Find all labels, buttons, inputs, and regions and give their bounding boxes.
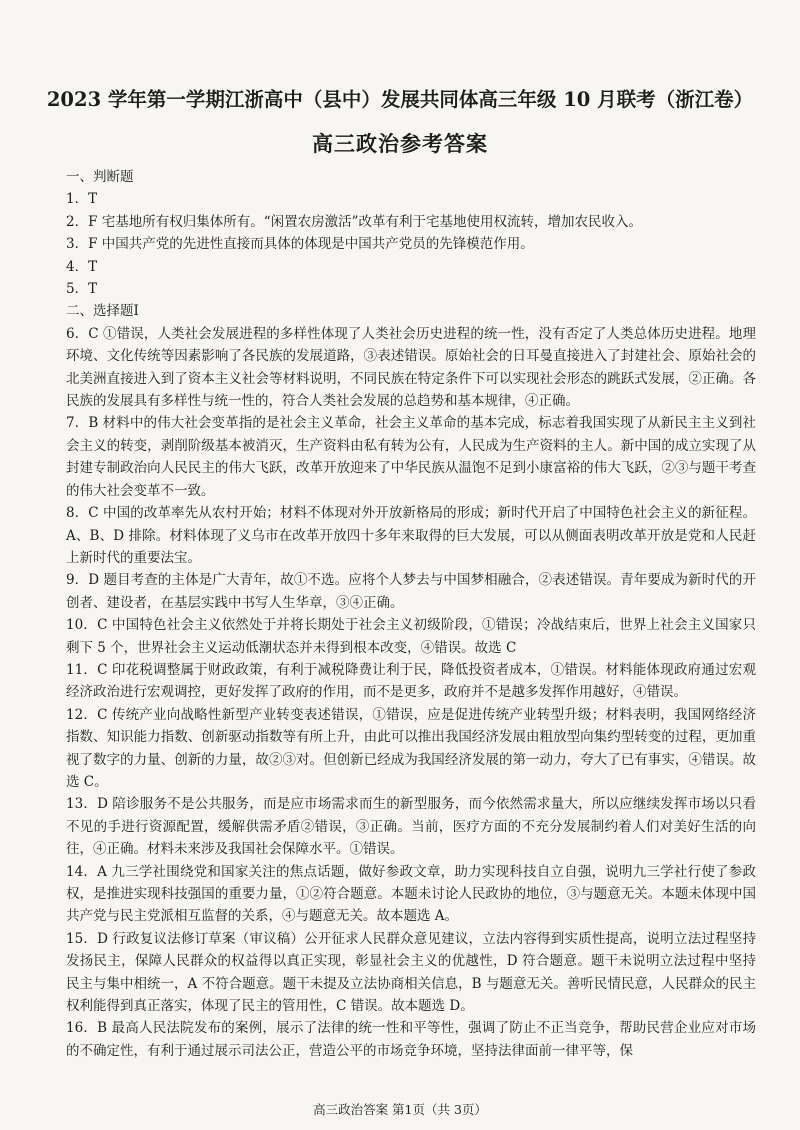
- answer-item: 16．B 最高人民法院发布的案例，展示了法律的统一性和平等性，强调了防止不正当竞争，帮助民营企业应对市场的不确定性，有利于通过展示司法公正，营造公平的市场竞争环境，坚持法律面前一律平等，保: [66, 1020, 756, 1059]
- answer-item: 6．C ①错误，人类社会发展进程的多样性体现了人类社会历史进程的统一性，没有否定了人类总体历史进程。地理环境、文化传统等因素影响了各民族的发展道路，③表述错误。原始社会的日耳曼直接进入了封建社会、原始社会的北美洲直接进入到了资本主义社会等材料说明，不同民族在特定条件下可以实现社会形态的跳跃式发展，②正确。各民族的发展具有多样性与统一性的，符合人类社会发展的总趋势和基本规律，④正确。: [66, 325, 756, 410]
- answer-item: 9．D 题目考查的主体是广大青年，故①不选。应将个人梦去与中国梦相融合，②表述错误。青年要成为新时代的开创者、建设者，在基层实践中书写人生华章，③④正确。: [66, 572, 756, 611]
- page-title: 2023 学年第一学期江浙高中（县中）发展共同体高三年级 10 月联考（浙江卷）: [46, 88, 754, 111]
- answer-item: 11．C 印花税调整属于财政政策，有利于减税降费让利于民，降低投资者成本，①错误。材料能体现政府通过宏观经济政治进行宏观调控，更好发挥了政府的作用，而不是更多，政府并不是越多发挥作用越好，④错误。: [66, 661, 756, 701]
- answer-item: 8．C 中国的改革率先从农村开始；材料不体现对外开放新格局的形成；新时代开启了中国特色社会主义的新征程。A、B、D 排除。材料体现了义乌市在改革开放四十多年来取得的巨大发展，可以从侧面表明改革开放是党和人民赶上新时代的重要法宝。: [66, 505, 756, 566]
- answer-item: 10．C 中国特色社会主义依然处于并将长期处于社会主义初级阶段，①错误；冷战结束后，世界上社会主义国家只剩下 5 个，世界社会主义运动低潮状态并未得到根本改变，④错误。故选 C: [66, 617, 756, 656]
- answer-item: 3．F 中国共产党的先进性直接而具体的体现是中国共产党员的先锋模范作用。: [66, 236, 534, 253]
- section-heading-judgment: 一、判断题: [66, 169, 134, 185]
- answer-item: 7．B 材料中的伟大社会变革指的是社会主义革命，社会主义革命的基本完成，标志着我国实现了从新民主主义到社会主义的转变，剥削阶级基本被消灭，生产资料由私有转为公有，人民成为生产资料的主人。新中国的成立实现了从封建专制政治向人民民主的伟大飞跃，改革开放迎来了中华民族从温饱不足到小康富裕的伟大飞跃，②③与题干考查的伟大社会变革不一致。: [66, 415, 756, 499]
- answer-item: 12．C 传统产业向战略性新型产业转变表述错误，①错误，应是促进传统产业转型升级；材料表明，我国网络经济指数、知识能力指数、创新驱动指数等有所上升，由此可以推出我国经济发展由粗放型向集约型转变的过程，更加重视了数字的力量、创新的力量，故②③对。但创新已经成为我国经济发展的第一动力，夸大了已有事实，④错误。故选 C。: [66, 706, 756, 790]
- page-subtitle: 高三政治参考答案: [312, 131, 488, 156]
- answer-content: [66, 166, 756, 1062]
- answer-item: 1．T: [66, 191, 98, 208]
- section-heading-choice: 二、选择题Ⅰ: [66, 303, 139, 320]
- answer-item: 4．T: [66, 258, 98, 275]
- answer-item: 13．D 陪诊服务不是公共服务，而是应市场需求而生的新型服务，而今依然需求量大，所以应继续发挥市场以只看不见的手进行资源配置，缓解供需矛盾②错误，③正确。当前，医疗方面的不充分发展制约着人们对美好生活的向往，④正确。材料未来涉及我国社会保障水平。①错误。: [66, 796, 756, 858]
- answer-item: 15．D 行政复议法修订草案（审议稿）公开征求人民群众意见建议，立法内容得到实质性提高，说明立法过程坚持发扬民主，保障人民群众的权益得以真正实现，彰显社会主义的优越性，D 符合题意。题干未说明立法过程中坚持民主与集中相统一，A 不符合题意。题干未提及立法协商相关信息，B 与题意无关。善听民情民意，人民群众的民主权利能得到真正落实，体现了民主的管用性，C 错误。故本题选 D。: [66, 930, 756, 1015]
- answer-item: 14．A 九三学社围绕党和国家关注的焦点话题，做好参政文章，助力实现科技自立自强，说明九三学社行使了参政权，是推进实现科技强国的重要力量，①②符合题意。本题未讨论人民政协的地位，③与题意无关。本题未体现中国共产党与民主党派相互监督的关系，④与题意无关。故本题选 A。: [66, 863, 756, 925]
- answer-item: 5．T: [66, 281, 98, 298]
- answer-item: 2．F 宅基地所有权归集体所有。“闲置农房激活”改革有利于宅基地使用权流转，增加农民收入。: [66, 213, 643, 230]
- page-footer: 高三政治答案 第1页（共 3页）: [313, 1102, 487, 1117]
